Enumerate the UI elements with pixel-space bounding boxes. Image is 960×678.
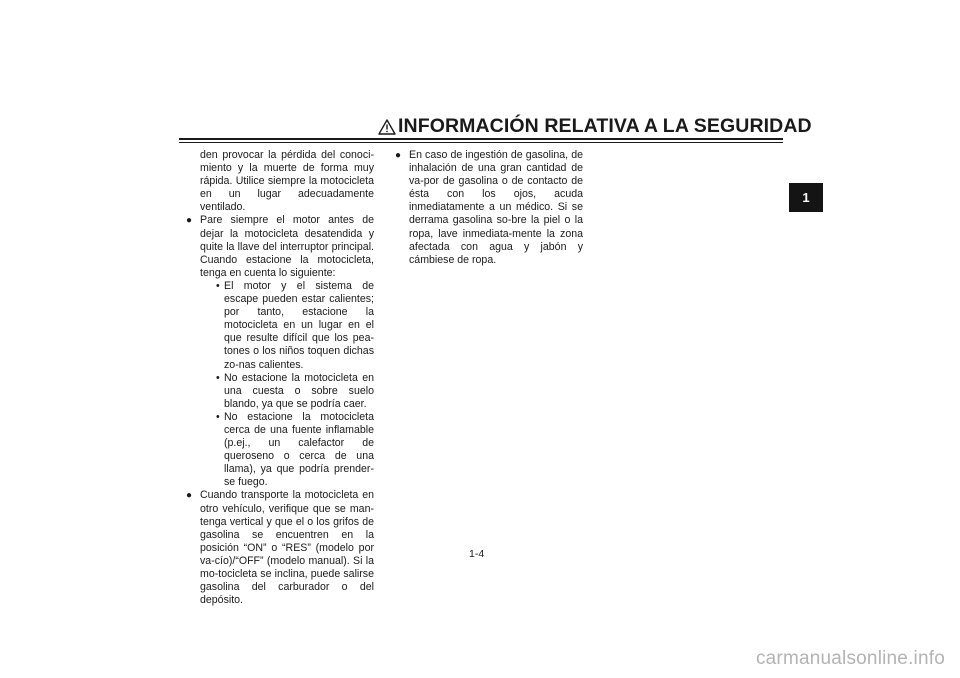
chapter-tab: 1: [789, 183, 823, 212]
bullet-dot-icon: ●: [186, 215, 193, 227]
header-rule: [179, 138, 783, 140]
sub-list-item-text: No estacione la motocicleta en una cuesta o sobre suelo blando, ya que se podría caer.: [224, 371, 374, 410]
list-item-text: En caso de ingestión de gasolina, de inhalación de una gran cantidad de va-por de gasolina o de contacto de ésta con los ojos, acuda inmediatamente a un médico. Si se derrama gasolina so-bre la piel o la ropa, lave inmediata-mente la zona afectada con agua y jabón y cámbiese de ropa.: [409, 149, 583, 266]
sub-list-item: [200, 280, 374, 372]
sub-list-item-text: No estacione la motocicleta cerca de una fuente inflamable (p.ej., un calefactor de queroseno o cerca de una llama), ya que podría prender-se fuego.: [224, 410, 374, 489]
sub-list-item: [200, 411, 374, 490]
list-item: [186, 489, 374, 607]
page-number: 1-4: [469, 548, 485, 560]
list-item: [395, 149, 583, 267]
page-title: INFORMACIÓN RELATIVA A LA SEGURIDAD: [398, 115, 812, 137]
sub-bullet-icon: •: [216, 410, 220, 423]
watermark: carmanualsonline.info: [755, 648, 945, 669]
header-rule-thin: [179, 142, 783, 143]
list-item-text: Pare siempre el motor antes de dejar la motocicleta desatendida y quite la llave del interruptor principal. Cuando estacione la motocicleta, tenga en cuenta lo siguiente:: [200, 214, 374, 279]
sub-bullet-icon: •: [216, 371, 220, 384]
right-column: [395, 149, 583, 267]
sub-list-item-text: El motor y el sistema de escape pueden estar calientes; por tanto, estacione la motocicleta en un lugar en el que resulte difícil que los pea-tones o los niños toquen dichas zo-nas calientes.: [224, 279, 374, 371]
list-item-text: Cuando transporte la motocicleta en otro vehículo, verifique que se man-tenga vertical y que el o los grifos de gasolina se encuentren en la posición “ON” o “RES” (modelo por va-cío)/“OFF” (modelo manual). Si la mo-tocicleta se inclina, puede salirse gasolina del carburador o del depósito.: [200, 489, 374, 607]
sub-bullet-icon: •: [216, 279, 220, 292]
bullet-dot-icon: ●: [186, 490, 193, 502]
left-column: [186, 149, 374, 607]
paragraph-continuation: den provocar la pérdida del conoci-miento y la muerte de forma muy rápida. Utilice siempre la motocicleta en un lugar adecuadamente ventilado.: [200, 149, 374, 214]
sub-list-item: [200, 372, 374, 411]
warning-triangle-icon: [378, 119, 396, 135]
bullet-dot-icon: ●: [395, 150, 402, 161]
list-item: [186, 214, 374, 489]
